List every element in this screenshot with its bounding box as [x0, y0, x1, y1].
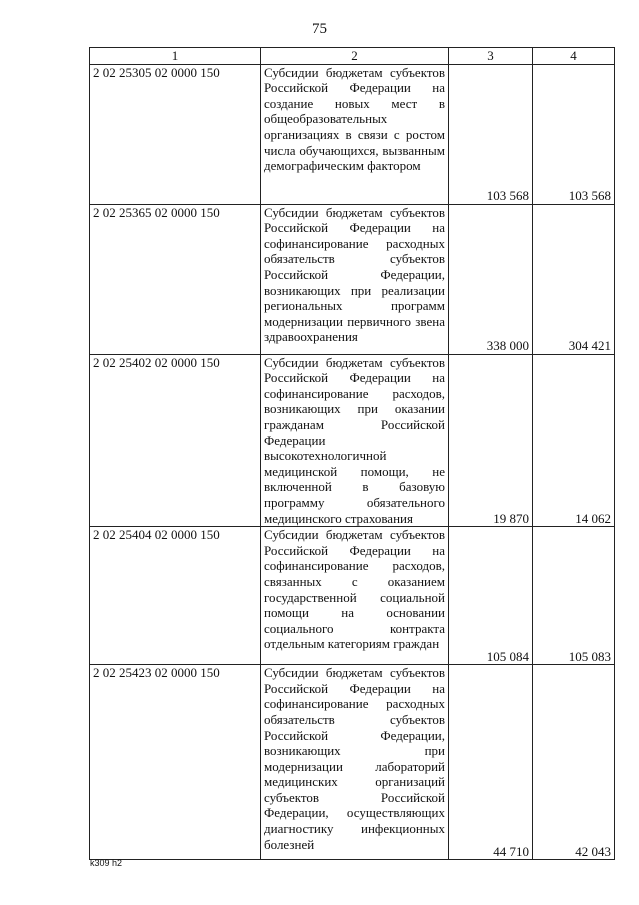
footer-document-code: k309 h2	[90, 858, 123, 868]
amount-col3: 44 710	[449, 665, 533, 860]
classification-code: 2 02 25423 02 0000 150	[90, 665, 261, 860]
classification-code: 2 02 25404 02 0000 150	[90, 527, 261, 665]
row-description: Субсидии бюджетам субъектов Российской Федерации на софинансирование расходных обязательств субъектов Российской Федерации, возникающих при реализации региональных программ модернизации первичного звена здравоохранения	[261, 204, 449, 354]
table-row	[90, 354, 615, 527]
column-header-4: 4	[533, 48, 615, 65]
classification-code: 2 02 25402 02 0000 150	[90, 354, 261, 527]
amount-col4: 103 568	[533, 64, 615, 204]
amount-col4: 14 062	[533, 354, 615, 527]
amount-col4: 105 083	[533, 527, 615, 665]
amount-col3: 103 568	[449, 64, 533, 204]
column-header-3: 3	[449, 48, 533, 65]
row-description: Субсидии бюджетам субъектов Российской Федерации на софинансирование расходов, возникающих при оказании гражданам Российской Федерации высокотехнологичной медицинской помощи, не включенной в базовую программу обязательного медицинского страхования	[261, 354, 449, 527]
table-row	[90, 665, 615, 860]
amount-col3: 105 084	[449, 527, 533, 665]
table-row	[90, 204, 615, 354]
page-number: 75	[312, 21, 327, 37]
amount-col4: 42 043	[533, 665, 615, 860]
table-row	[90, 64, 615, 204]
row-description: Субсидии бюджетам субъектов Российской Федерации на создание новых мест в общеобразовательных организациях в связи с ростом числа обучающихся, вызванным демографическим фактором	[261, 64, 449, 204]
row-description: Субсидии бюджетам субъектов Российской Федерации на софинансирование расходных обязательств субъектов Российской Федерации, возникающих при модернизации лабораторий медицинских организаций субъектов Российской Федерации, осуществляющих диагностику инфекционных болезней	[261, 665, 449, 860]
classification-code: 2 02 25305 02 0000 150	[90, 64, 261, 204]
column-header-2: 2	[261, 48, 449, 65]
amount-col3: 338 000	[449, 204, 533, 354]
amount-col4: 304 421	[533, 204, 615, 354]
column-header-1: 1	[90, 48, 261, 65]
classification-code: 2 02 25365 02 0000 150	[90, 204, 261, 354]
row-description: Субсидии бюджетам субъектов Российской Федерации на софинансирование расходов, связанных с оказанием государственной социальной помощи на основании социального контракта отдельным категориям граждан	[261, 527, 449, 665]
amount-col3: 19 870	[449, 354, 533, 527]
table-row	[90, 527, 615, 665]
budget-table	[89, 47, 615, 860]
table-header-row	[90, 48, 615, 65]
